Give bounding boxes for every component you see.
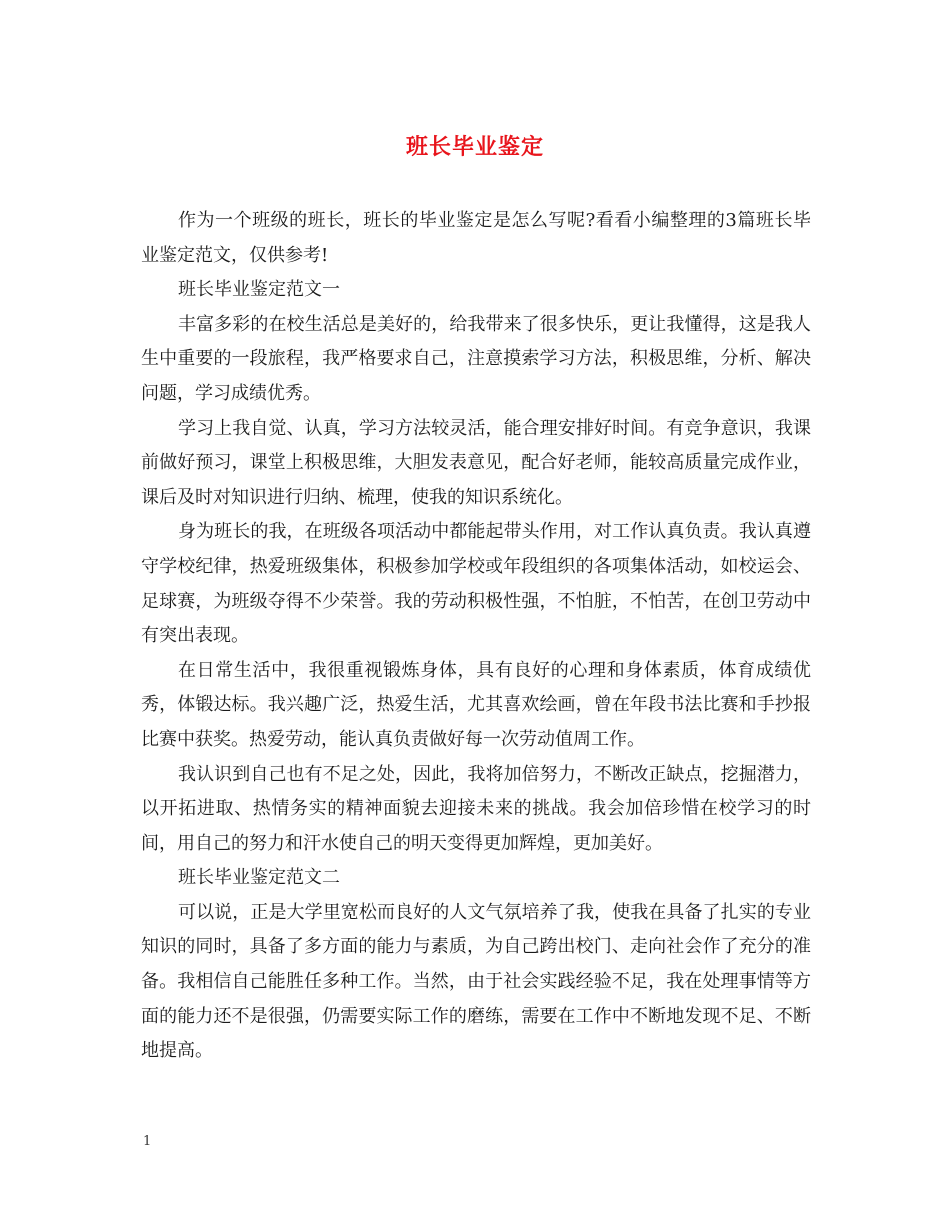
- document-title: 班长毕业鉴定: [405, 134, 544, 160]
- body-paragraph: 可以说，正是大学里宽松而良好的人文气氛培养了我，使我在具备了扎实的专业知识的同时，具备了多方面的能力与素质，为自己跨出校门、走向社会作了充分的准备。我相信自己能胜任多种工作。当然，由于社会实践经验不足，我在处理事情等方面的能力还不是很强，仍需要实际工作的磨练，需要在工作中不断地发现不足、不断地提高。: [141, 901, 811, 1062]
- section-heading-sample-two: 班长毕业鉴定范文二: [178, 867, 340, 889]
- intro-paragraph: 作为一个班级的班长，班长的毕业鉴定是怎么写呢?看看小编整理的3篇班长毕业鉴定范文，仅供参考!: [141, 210, 811, 266]
- body-paragraph: 我认识到自己也有不足之处，因此，我将加倍努力，不断改正缺点，挖掘潜力，以开拓进取、热情务实的精神面貌去迎接未来的挑战。我会加倍珍惜在校学习的时间，用自己的努力和汗水使自己的明天变得更加辉煌，更加美好。: [141, 763, 811, 854]
- body-paragraph: 学习上我自觉、认真，学习方法较灵活，能合理安排好时间。有竞争意识，我课前做好预习，课堂上积极思维，大胆发表意见，配合好老师，能较高质量完成作业，课后及时对知识进行归纳、梳理，使我的知识系统化。: [141, 417, 811, 508]
- body-paragraph: 身为班长的我，在班级各项活动中都能起带头作用，对工作认真负责。我认真遵守学校纪律，热爱班级集体，积极参加学校或年段组织的各项集体活动，如校运会、足球赛，为班级夺得不少荣誉。我的劳动积极性强，不怕脏，不怕苦，在创卫劳动中有突出表现。: [141, 521, 811, 647]
- body-paragraph: 丰富多彩的在校生活总是美好的，给我带来了很多快乐，更让我懂得，这是我人生中重要的一段旅程，我严格要求自己，注意摸索学习方法，积极思维，分析、解决问题，学习成绩优秀。: [141, 313, 811, 404]
- body-paragraph: 在日常生活中，我很重视锻炼身体，具有良好的心理和身体素质，体育成绩优秀，体锻达标。我兴趣广泛，热爱生活，尤其喜欢绘画，曾在年段书法比赛和手抄报比赛中获奖。热爱劳动，能认真负责做好每一次劳动值周工作。: [141, 659, 811, 750]
- page-number: 1: [143, 1134, 152, 1149]
- section-heading-sample-one: 班长毕业鉴定范文一: [178, 279, 340, 301]
- document-body: [141, 204, 811, 1069]
